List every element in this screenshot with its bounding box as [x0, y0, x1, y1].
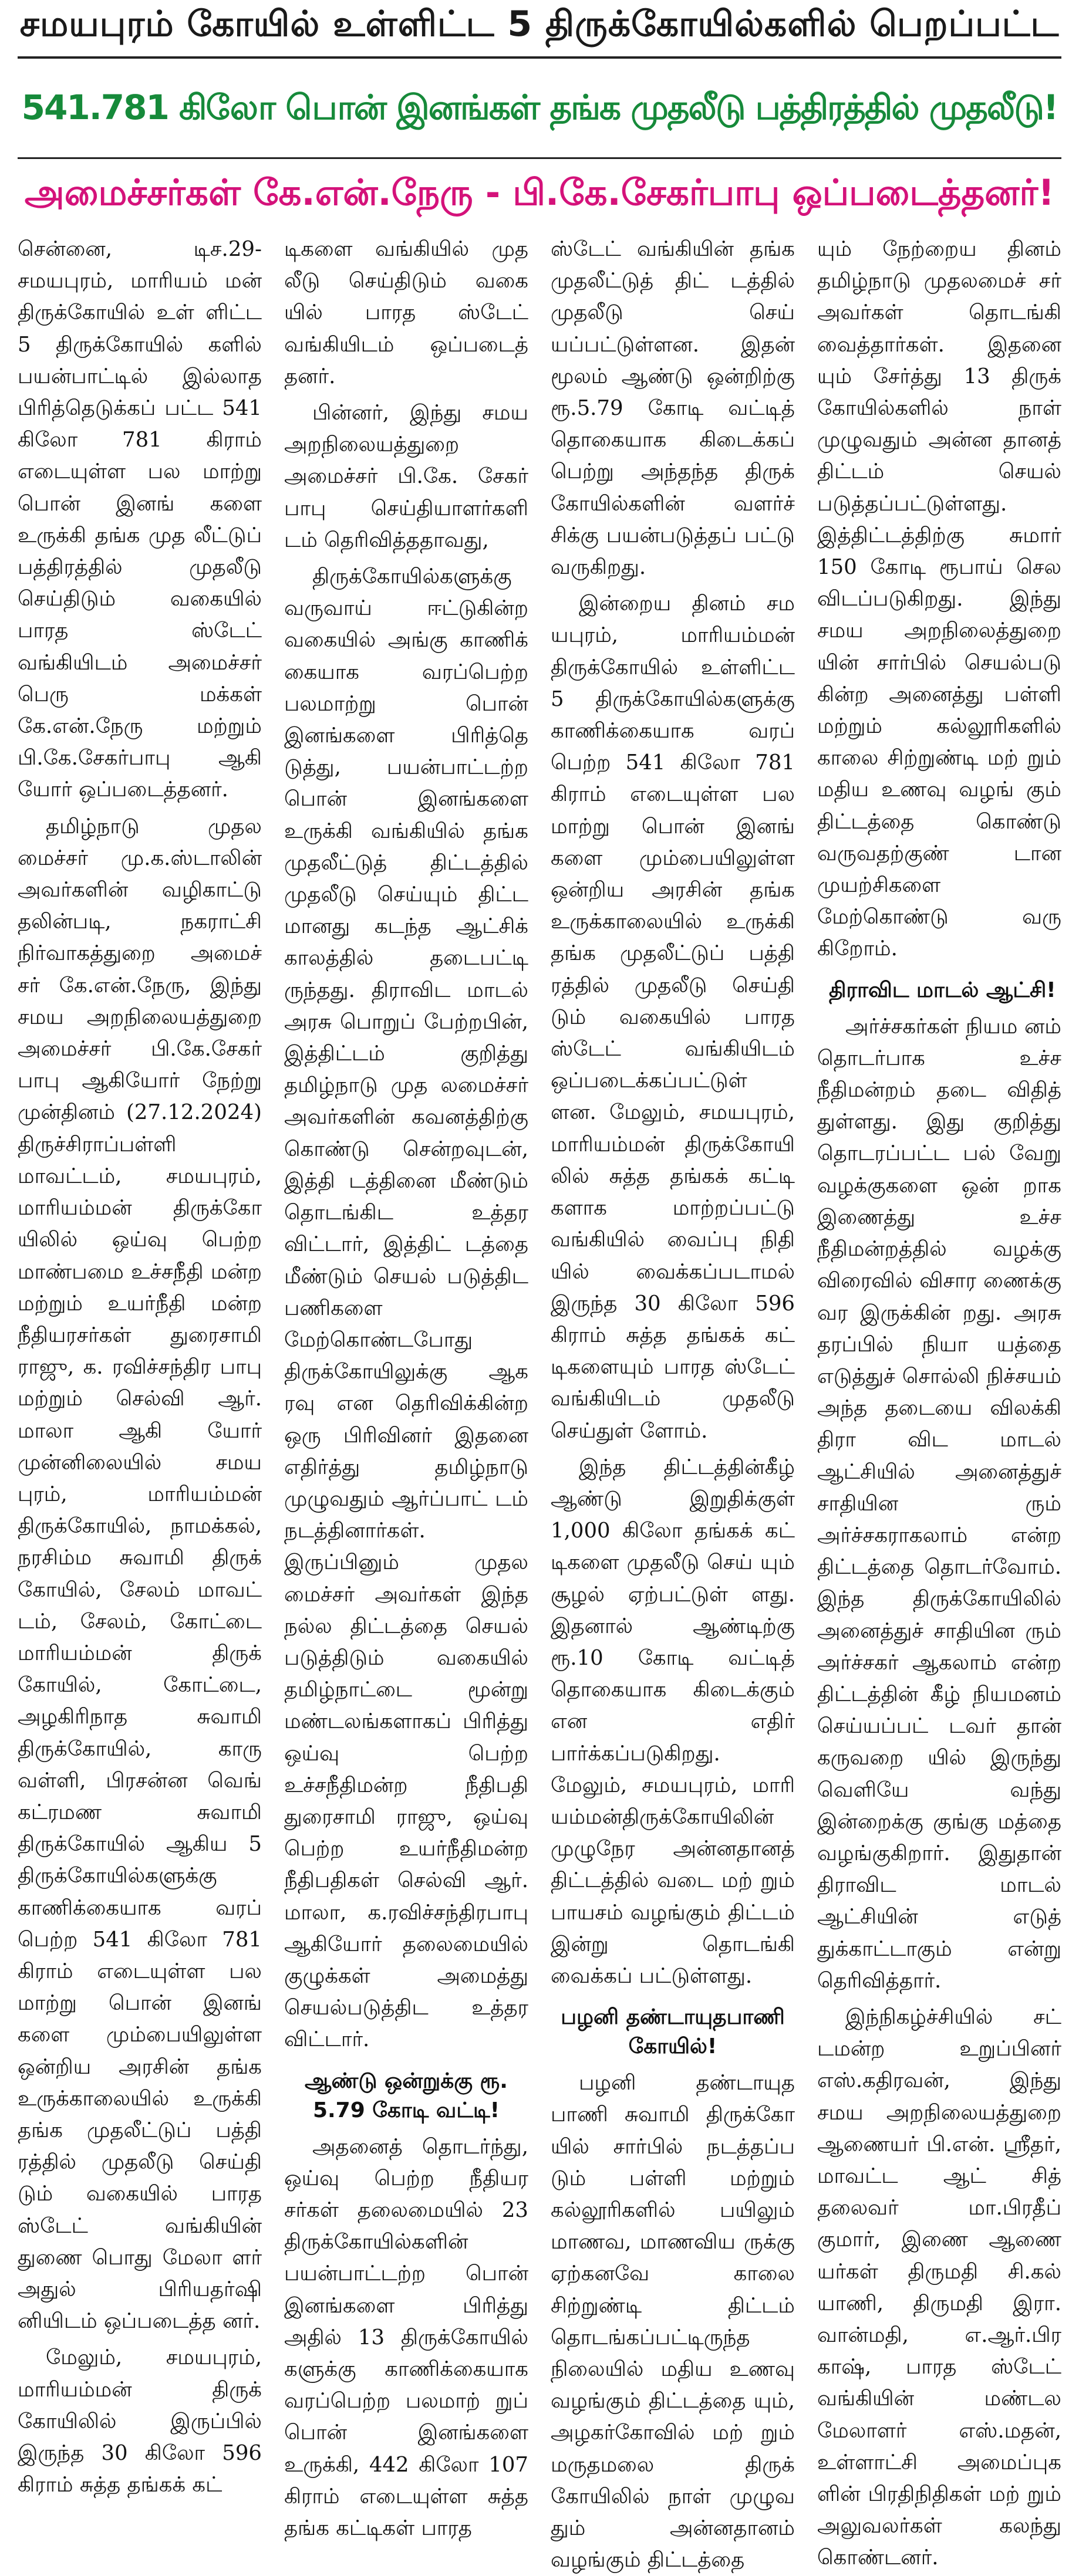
kicker-headline: சமயபுரம் கோயில் உள்ளிட்ட 5 திருக்கோயில்களில் பெறப்பட்ட	[19, 4, 1060, 45]
paragraph: திருக்கோயில்களுக்கு வருவாய் ஈட்டுகின்ற வகையில் அங்கு காணிக் கையாக வரப்பெற்ற பலமாற்று பொன் இனங்களை பிரித்தெ டுத்து, பயன்பாட்டற்ற பொன் இனங்களை உருக்கி வங்கியில் தங்க முதலீட்டுத் திட்டத்தில் முதலீடு செய்யும் திட்ட மானது கடந்த ஆட்சிக் காலத்தில் தடைபட்டி ருந்தது. திராவிட மாடல் அரசு பொறுப் பேற்றபின், இத்திட்டம் குறித்து தமிழ்நாடு முத லமைச்சர் அவர்களின் கவனத்திற்கு கொண்டு சென்றவுடன், இத்தி டத்தினை மீண்டும் தொடங்கிட உத்தர விட்டார், இத்திட் டத்தை மீண்டும் செயல் படுத்திட பணிகளை மேற்கொண்டபோது திருக்கோயிலுக்கு ஆக ரவு என தெரிவிக்கின்ற ஒரு பிரிவினர் இதனை எதிர்த்து தமிழ்நாடு முழுவதும் ஆர்ப்பாட் டம் நடத்தினார்கள். இருப்பினும் முதல மைச்சர் அவர்கள் இந்த நல்ல திட்டத்தை செயல் படுத்திடும் வகையில் தமிழ்நாட்டை மூன்று மண்டலங்களாகப் பிரித்து ஒய்வு பெற்ற உச்சநீதிமன்ற நீதிபதி துரைசாமி ராஜு, ஒய்வு பெற்ற உயர்நீதிமன்ற நீதிபதிகள் செல்வி ஆர். மாலா, க.ரவிச்சந்திரபாபு ஆகியோர் தலைமையில் குழுக்கள் அமைத்து செயல்படுத்திட உத்தர விட்டார்.	[284, 564, 528, 2052]
column-4	[817, 234, 1061, 2570]
paragraph: இன்றைய தினம் சம யபுரம், மாரியம்மன் திருக்கோயில் உள்ளிட்ட 5 திருக்கோயில்களுக்கு காணிக்கையாக வரப் பெற்ற 541 கிலோ 781 கிராம் எடையுள்ள பல மாற்று பொன் இனங் களை மும்பையிலுள்ள ஒன்றிய அரசின் தங்க உருக்காலையில் உருக்கி தங்க முதலீட்டுப் பத்தி ரத்தில் முதலீடு செய்தி டும் வகையில் பாரத ஸ்டேட் வங்கியிடம் ஒப்படைக்கப்பட்டுள் ளன. மேலும், சமயபுரம், மாரியம்மன் திருக்கோயி லில் சுத்த தங்கக் கட்டி களாக மாற்றப்பட்டு வங்கியில் வைப்பு நிதி யில் வைக்கப்படாமல் இருந்த 30 கிலோ 596 கிராம் சுத்த தங்கக் கட் டிகளையும் பாரத ஸ்டேட் வங்கியிடம் முதலீடு செய்துள் ளோம்.	[551, 591, 795, 1443]
paragraph: பழனி தண்டாயுத பாணி சுவாமி திருக்கோ யில் சார்பில் நடத்தப்ப டும் பள்ளி மற்றும் கல்லூரிகளில் பயிலும் மாணவ, மாணவிய ருக்கு ஏற்கனவே காலை சிற்றுண்டி திட்டம் தொடங்கப்பட்டிருந்த நிலையில் மதிய உணவு வழங்கும் திட்டத்தை யும், அழகர்கோவில் மற் றும் மருதமலை திருக் கோயிலில் நாள் முழுவ தும் அன்னதானம் வழங்கும் திட்டத்தை	[551, 2071, 795, 2572]
paragraph: யும் நேற்றைய தினம் தமிழ்நாடு முதலமைச் சர் அவர்கள் தொடங்கி வைத்தார்கள். இதனை யும் சேர்த்து 13 திருக் கோயில்களில் நாள் முழுவதும் அன்ன தானத் திட்டம் செயல் படுத்தப்பட்டுள்ளது. இத்திட்டத்திற்கு சுமார் 150 கோடி ரூபாய் செல விடப்படுகிறது. இந்து சமய அறநிலைத்துறை யின் சார்பில் செயல்படு கின்ற அனைத்து பள்ளி மற்றும் கல்லூரிகளில் காலை சிற்றுண்டி மற் றும் மதிய உணவு வழங் கும் திட்டத்தை கொண்டு வருவதற்குண் டான முயற்சிகளை மேற்கொண்டு வரு கிறோம்.	[817, 237, 1061, 961]
column-2	[284, 234, 528, 2541]
section-heading: பழனி தண்டாயுதபாணி கோயில்!	[561, 2005, 785, 2059]
headline-rule	[18, 157, 1061, 159]
column-1	[18, 234, 262, 2497]
paragraph: அதனைத் தொடர்ந்து, ஒய்வு பெற்ற நீதியர சர்கள் தலைமையில் 23 திருக்கோயில்களின் பயன்பாட்டற்ற பொன் இனங்களை பிரித்து அதில் 13 திருக்கோயில் களுக்கு காணிக்கையாக வரப்பெற்ற பலமாற் றுப் பொன் இனங்களை உருக்கி, 442 கிலோ 107 கிராம் எடையுள்ள சுத்த தங்க கட்டிகள் பாரத	[284, 2134, 528, 2541]
paragraph: இந்நிகழ்ச்சியில் சட் டமன்ற உறுப்பினர் எஸ்.கதிரவன், இந்து சமய அறநிலையத்துறை ஆணையர் பி.என். ஸ்ரீதர், மாவட்ட ஆட் சித் தலைவர் மா.பிரதீப் குமார், இணை ஆணை யர்கள் திருமதி சி.கல் யாணி, திருமதி இரா. வான்மதி, எ.ஆர்.பிர காஷ், பாரத ஸ்டேட் வங்கியின் மண்டல மேலாளர் எஸ்.மதன், உள்ளாட்சி அமைப்புக ளின் பிரதிநிதிகள் மற் றும் அலுவலர்கள் கலந்து கொண்டனர்.	[817, 2004, 1061, 2570]
paragraph: டிகளை வங்கியில் முத லீடு செய்திடும் வகை யில் பாரத ஸ்டேட் வங்கியிடம் ஒப்படைத் தனர்.	[284, 237, 528, 388]
paragraph: சென்னை, டிச.29- சமயபுரம், மாரியம் மன் திருக்கோயில் உள் ளிட்ட 5 திருக்கோயில் களில் பயன்பாட்டில் இல்லாத பிரித்தெடுக்கப் பட்ட 541 கிலோ 781 கிராம் எடையுள்ள பல மாற்று பொன் இனங் களை உருக்கி தங்க முத லீட்டுப் பத்திரத்தில் முதலீடு செய்திடும் வகையில் பாரத ஸ்டேட் வங்கியிடம் அமைச்சர் பெரு மக்கள் கே.என்.நேரு மற்றும் பி.கே.சேகர்பாபு ஆகி யோர் ஒப்படைத்தனர்.	[18, 237, 262, 802]
section-heading: ஆண்டு ஒன்றுக்கு ரூ. 5.79 கோடி வட்டி!	[305, 2068, 508, 2122]
paragraph: பின்னர், இந்து சமய அறநிலையத்துறை அமைச்சர் பி.கே. சேகர் பாபு செய்தியாளர்களி டம் தெரிவித்ததாவது,	[284, 401, 528, 552]
column-3	[551, 234, 795, 2572]
paragraph: இந்த திட்டத்தின்கீழ் ஆண்டு இறுதிக்குள் 1,000 கிலோ தங்கக் கட் டிகளை முதலீடு செய் யும் சூழல் ஏற்பட்டுள் ளது. இதனால் ஆண்டிற்கு ரூ.10 கோடி வட்டித் தொகையாக கிடைக்கும் என எதிர் பார்க்கப்படுகிறது. மேலும், சமயபுரம், மாரி யம்மன்திருக்கோயிலின் முழுநேர அன்னதானத் திட்டத்தில் வடை மற் றும் பாயசம் வழங்கும் திட்டம் இன்று தொடங்கி வைக்கப் பட்டுள்ளது.	[551, 1455, 795, 1988]
sub-headline: அமைச்சர்கள் கே.என்.நேரு - பி.கே.சேகர்பாபு ஒப்படைத்தனர்!	[24, 171, 1055, 214]
main-headline: 541.781 கிலோ பொன் இனங்கள் தங்க முதலீடு பத்திரத்தில் முதலீடு!	[21, 87, 1058, 127]
top-rule	[18, 56, 1061, 59]
article-body	[18, 234, 1061, 2572]
paragraph: தமிழ்நாடு முதல மைச்சர் மு.க.ஸ்டாலின் அவர்களின் வழிகாட்டு தலின்படி, நகராட்சி நிர்வாகத்துறை அமைச் சர் கே.என்.நேரு, இந்து சமய அறநிலையத்துறை அமைச்சர் பி.கே.சேகர் பாபு ஆகியோர் நேற்று முன்தினம் (27.12.2024) திருச்சிராப்பள்ளி மாவட்டம், சமயபுரம், மாரியம்மன் திருக்கோ யிலில் ஒய்வு பெற்ற மாண்பமை உச்சநீதி மன்ற மற்றும் உயர்நீதி மன்ற நீதியரசர்கள் துரைசாமி ராஜு, க. ரவிச்சந்திர பாபு மற்றும் செல்வி ஆர். மாலா ஆகி யோர் முன்னிலையில் சமய புரம், மாரியம்மன் திருக்கோயில், நாமக்கல், நரசிம்ம சுவாமி திருக் கோயில், சேலம் மாவட் டம், சேலம், கோட்டை மாரியம்மன் திருக் கோயில், கோட்டை, அழகிரிநாத சுவாமி திருக்கோயில், காரு வள்ளி, பிரசன்ன வெங் கட்ரமண சுவாமி திருக்கோயில் ஆகிய 5 திருக்கோயில்களுக்கு காணிக்கையாக வரப் பெற்ற 541 கிலோ 781 கிராம் எடையுள்ள பல மாற்று பொன் இனங் களை மும்பையிலுள்ள ஒன்றிய அரசின் தங்க உருக்காலையில் உருக்கி தங்க முதலீட்டுப் பத்தி ரத்தில் முதலீடு செய்தி டும் வகையில் பாரத ஸ்டேட் வங்கியின் துணை பொது மேலா ளர் அதுல் பிரியதர்ஷி னியிடம் ஒப்படைத்த னர்.	[18, 814, 262, 2334]
paragraph: அர்ச்சகர்கள் நியம னம் தொடர்பாக உச்ச நீதிமன்றம் தடை விதித் துள்ளது. இது குறித்து தொடரப்பட்ட பல் வேறு வழக்குகளை ஒன் றாக இணைத்து உச்ச நீதிமன்றத்தில் வழக்கு விரைவில் விசார ணைக்கு வர இருக்கின் றது. அரசு தரப்பில் நியா யத்தை எடுத்துச் சொல்லி நிச்சயம் அந்த தடையை விலக்கி திரா விட மாடல் ஆட்சியில் அனைத்துச் சாதியின ரும் அர்ச்சகராகலாம் என்ற திட்டத்தை தொடர்வோம். இந்த திருக்கோயிலில் அனைத்துச் சாதியின ரும் அர்ச்சகர் ஆகலாம் என்ற திட்டத்தின் கீழ் நியமனம் செய்யப்பட் டவர் தான் கருவறை யில் இருந்து வெளியே வந்து இன்றைக்கு குங்கு மத்தை வழங்குகிறார். இதுதான் திராவிட மாடல் ஆட்சியின் எடுத் துக்காட்டாகும் என்று தெரிவித்தார்.	[817, 1014, 1061, 1993]
paragraph: ஸ்டேட் வங்கியின் தங்க முதலீட்டுத் திட் டத்தில் முதலீடு செய் யப்பட்டுள்ளன. இதன் மூலம் ஆண்டு ஒன்றிற்கு ரூ.5.79 கோடி வட்டித் தொகையாக கிடைக்கப் பெற்று அந்தந்த திருக் கோயில்களின் வளர்ச் சிக்கு பயன்படுத்தப் பட்டு வருகிறது.	[551, 237, 795, 580]
paragraph: மேலும், சமயபுரம், மாரியம்மன் திருக் கோயிலில் இருப்பில் இருந்த 30 கிலோ 596 கிராம் சுத்த தங்கக் கட்	[18, 2345, 262, 2497]
section-heading: திராவிட மாடல் ஆட்சி!	[829, 978, 1056, 1002]
